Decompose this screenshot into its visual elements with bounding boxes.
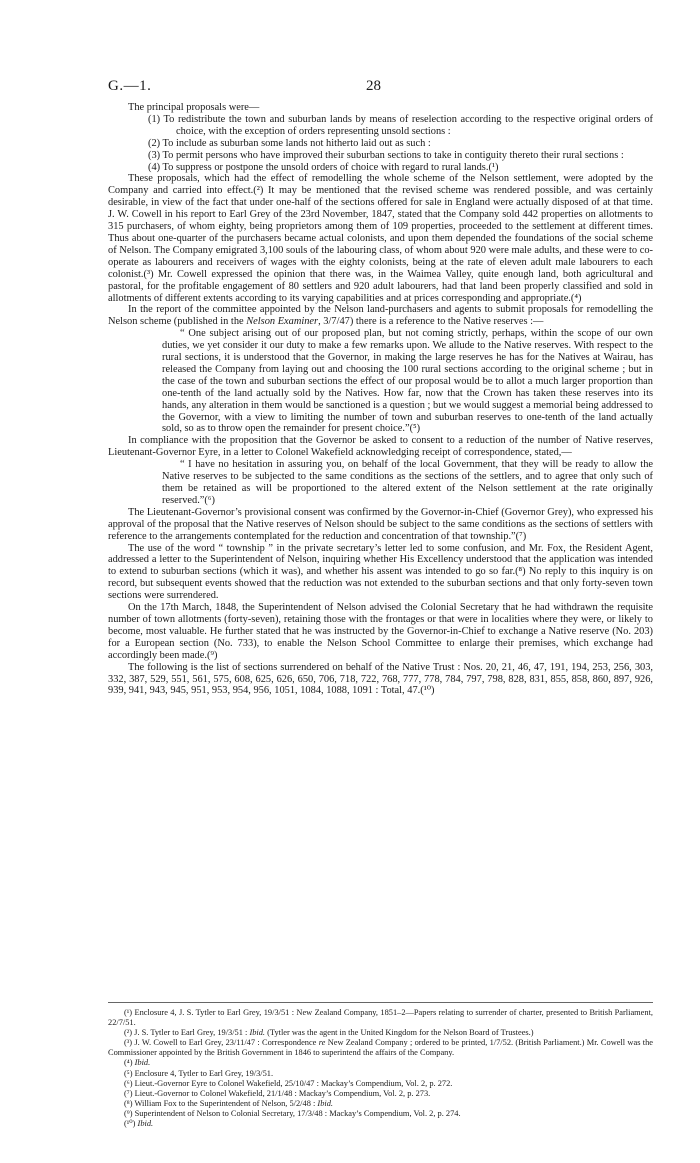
footnote-text: (¹⁰) bbox=[124, 1119, 138, 1129]
proposals-list bbox=[108, 114, 653, 174]
block-quote: “ I have no hesitation in assuring you, on behalf of the local Government, that they will be ready to allow the Native reserves to be subjected to the same conditions as the sections of the settlers, and to agree that only such of them be retained as will be proportioned to the altered extent of the Nelson settlement at the rate originally reserved.”(⁶) bbox=[162, 459, 653, 506]
footnote-italic: Ibid. bbox=[249, 1028, 266, 1038]
proposal-item: (1) To redistribute the town and suburban lands by means of reselection according to the respective original orders of choice, with the exception of orders representing unsold sections : bbox=[148, 113, 653, 137]
paragraph: The use of the word “ township ” in the private secretary’s letter led to some confusion, and Mr. Fox, the Resident Agent, addressed a letter to the Superintendent of Nelson, inquiring whether His Excellency understood that the application was intended to extend to suburban sections (which it was), and whether his assent was intended to go so far.(⁸) No reply to this inquiry is on record, but subsequent events showed that the reduction was not extended to the suburban sections and that only forty-seven town sections were surrendered. bbox=[108, 542, 653, 602]
footnote-text: (³) J. W. Cowell to Earl Grey, 23/11/47 : Correspondence bbox=[124, 1038, 319, 1048]
paragraph-text: In the report of the committee appointed by the Nelson land-purchasers and agents to submit proposals for remodelling the Nelson scheme (published in the bbox=[108, 304, 653, 328]
document-code: G.—1. bbox=[108, 78, 152, 94]
footnote-italic: Ibid. bbox=[317, 1098, 333, 1108]
page-number: 28 bbox=[366, 78, 381, 94]
paragraph: In compliance with the proposition that the Governor be asked to consent to a reduction of the number of Native reserves, Lieutenant-Governor Eyre, in a letter to Colonel Wakefield acknowledging receipt of correspondence, stated,— bbox=[108, 435, 653, 459]
footnote-italic: Ibid. bbox=[137, 1119, 154, 1129]
proposal-item: (3) To permit persons who have improved their suburban sections to take in contiguity thereto their rural sections : bbox=[148, 149, 624, 161]
paragraph: These proposals, which had the effect of remodelling the whole scheme of the Nelson settlement, were adopted by the Company and carried into effect.(²) It may be mentioned that the revised scheme was rendered possible, and was certainly desirable, in view of the fact that under one-half of the sections offered for sale in England were actually disposed of at that time. J. W. Cowell in his report to Earl Grey of the 23rd November, 1847, stated that the Company sold 442 properties on allotments to 315 purchasers, of whom eighty, being proprietors among them of 109 properties, proceeded to the settlement at different times. Thus about one-quarter of the purchasers became actual colonists, and upon them depended the foundations of the social scheme of Nelson. The Company emigrated 3,100 souls of the labouring class, of whom about 920 were male adults, and these were to co-operate as labourers and receivers of wages with the eighty colonists, being at the rate of eleven adult male labourers to each colonist.(³) Mr. Cowell expressed the opinion that there was, in the Waimea Valley, quite enough land, both agricultural and pastoral, for the profitable engagement of 80 settlers and 920 adult labourers, had that land been properly classified and sold in allotments of different extents according to its varying capabilities and at prices corresponding and appropriate.(⁴) bbox=[108, 173, 653, 304]
footnote-divider bbox=[108, 1002, 653, 1003]
footnote: (⁹) Superintendent of Nelson to Colonial Secretary, 17/3/48 : Mackay’s Compendium, Vol. 2, p. 274. bbox=[124, 1108, 461, 1118]
footnote bbox=[108, 1058, 653, 1068]
paragraph: The following is the list of sections surrendered on behalf of the Native Trust : Nos. 20, 21, 46, 47, 191, 194, 253, 256, 303, 332, 387, 529, 551, 561, 575, 608, 625, 626, 650, 706, 718, 722, 768, 777, 778, 784, 797, 798, 828, 831, 855, 858, 860, 897, 926, 939, 941, 943, 945, 951, 953, 954, 956, 1051, 1084, 1088, 1091 : Total, 47.(¹⁰) bbox=[108, 661, 653, 697]
body-text bbox=[108, 102, 653, 697]
footnote: (⁵) Enclosure 4, Tytler to Earl Grey, 19/3/51. bbox=[124, 1068, 274, 1078]
intro-line: The principal proposals were— bbox=[128, 102, 260, 113]
footnote-text: (²) J. S. Tytler to Earl Grey, 19/3/51 : bbox=[124, 1028, 250, 1038]
paragraph: The Lieutenant-Governor’s provisional consent was confirmed by the Governor-in-Chief (Governor Grey), who expressed his approval of the proposal that the Native reserves of Nelson should be subject to the same conditions as the sections of settlers with reference to the arrangements contemplated for the reduction and concentration of that township.”(⁷) bbox=[108, 506, 653, 542]
footnote: (⁶) Lieut.-Governor Eyre to Colonel Wakefield, 25/10/47 : Mackay’s Compendium, Vol. 2, p. 272. bbox=[124, 1078, 453, 1088]
proposal-item: (4) To suppress or postpone the unsold orders of choice with regard to rural lands.(¹) bbox=[148, 161, 499, 173]
footnote bbox=[108, 1119, 653, 1129]
footnote bbox=[108, 1099, 653, 1109]
newspaper-title: Nelson Examiner bbox=[246, 316, 319, 328]
footnote bbox=[108, 1038, 653, 1058]
footnote: (¹) Enclosure 4, J. S. Tytler to Earl Grey, 19/3/51 : New Zealand Company, 1851–2—Papers relating to surrender of charter, presented to British Parliament, 22/7/51. bbox=[108, 1008, 653, 1028]
footnote-text: (Tytler was the agent in the United Kingdom for the Nelson Board of Trustees.) bbox=[265, 1028, 534, 1038]
proposal-item: (2) To include as suburban some lands not hitherto laid out as such : bbox=[148, 137, 431, 149]
footnote bbox=[108, 1028, 653, 1038]
block-quote: “ One subject arising out of our proposed plan, but not coming strictly, perhaps, within the scope of our own duties, we yet consider it our duty to make a few remarks upon. We allude to the Native reserves. With respect to the rural sections, it is understood that the Governor, in making the large reserves he has for the Natives at Wairau, has released the Company from laying out and choosing the 100 rural sections according to the original scheme ; but in the case of the town and suburban sections the effect of our proposal would be to allot a much larger proportion than one-tenth of the land actually sold by the Natives. How far, now that the Crown has taken these reserves into its hands, any alteration in them would be sanctioned is a question ; but we would suggest a memorial being addressed to the Governor, with a view to limiting the number of town and suburban reserves to one-tenth of the land actually sold, so as to throw open the remainder for present choice.”(⁵) bbox=[162, 328, 653, 435]
paragraph bbox=[108, 304, 653, 328]
footnote: (⁷) Lieut.-Governor to Colonel Wakefield, 21/1/48 : Mackay’s Compendium, Vol. 2, p. 273. bbox=[124, 1088, 431, 1098]
footnote-italic: re bbox=[318, 1038, 326, 1048]
footnotes bbox=[108, 1008, 653, 1129]
footnote-italic: Ibid. bbox=[134, 1058, 151, 1068]
footnote-text: (⁴) bbox=[124, 1058, 135, 1068]
page-header bbox=[108, 78, 648, 98]
footnote-text: (⁸) William Fox to the Superintendent of Nelson, 5/2/48 : bbox=[124, 1098, 318, 1108]
paragraph-text: , 3/7/47) there is a reference to the Native reserves :— bbox=[318, 316, 544, 328]
footnote-text: New Zealand Company ; ordered to be printed, 1/7/52. (British Parliament.) Mr. Cowell was the Commissioner appointed by the British Government in 1846 to superintend the affairs of the Company. bbox=[108, 1038, 653, 1058]
paragraph: On the 17th March, 1848, the Superintendent of Nelson advised the Colonial Secretary that he had withdrawn the requisite number of town allotments (forty-seven), retaining those with the frontages or that were in localities where they were, or likely to become, most valuable. He further stated that he was instructed by the Governor-in-Chief to exchange a Native reserve (No. 203) for a European section (No. 733), to enable the Nelson School Committee to enlarge their premises, which exchange had accordingly been made.(⁹) bbox=[108, 602, 653, 661]
